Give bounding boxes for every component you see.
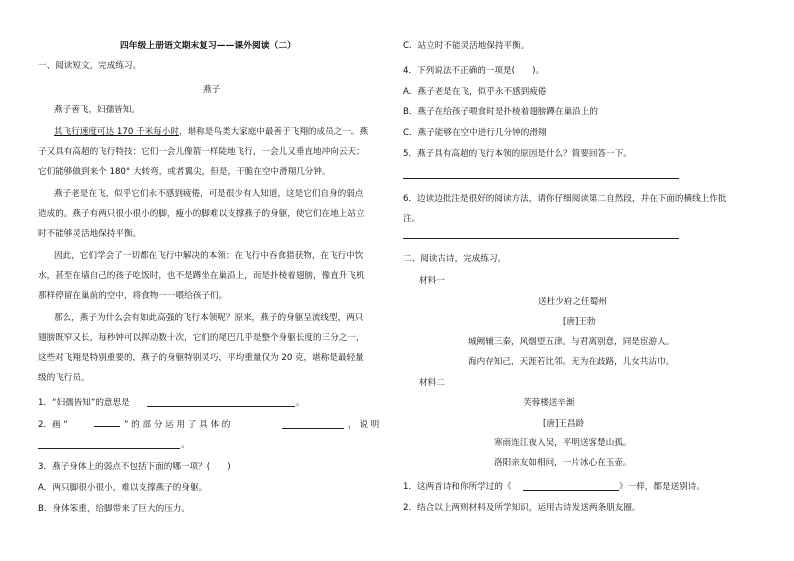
underlined-sentence: 其飞行速度可达 170 千米每小时 (54, 127, 179, 137)
q2-answer-line-1[interactable] (282, 428, 344, 429)
question-1: 1．“妇孺皆知”的意思是 (38, 398, 130, 408)
material-1-label: 材料一 (419, 276, 445, 286)
passage-p3-line2: 造成的。燕子有两只很小很小的脚，瘦小的脚难以支撑燕子的身躯，使它们在地上站立 (38, 209, 365, 219)
question-4: 4．下列说法不正确的一项是( )。 (403, 66, 545, 76)
poem-1-line2: 海内存知己，天涯若比邻。无为在歧路，儿女共沾巾。 (468, 357, 675, 367)
passage-p1: 燕子善飞，妇孺皆知。 (54, 105, 140, 115)
passage-title: 燕子 (203, 85, 221, 95)
q1-answer-line[interactable] (147, 406, 295, 407)
material-2-label: 材料二 (419, 378, 445, 388)
q2-answer-line-2[interactable] (38, 448, 180, 449)
section2-heading: 二、阅读古诗，完成练习。 (403, 254, 507, 264)
question-2-a: 2．画 “ (38, 420, 68, 430)
poem-1-title: 送杜少府之任蜀州 (538, 297, 607, 307)
question-6-line2: 注。 (403, 214, 421, 224)
passage-p3-line1: 燕子老是在飞，似乎它们永不感到疲倦，可是很少有人知道，这是它们自身的弱点 (54, 189, 364, 199)
poem-2-author: [唐]王昌龄 (543, 419, 585, 429)
poem-question-1-answer-line[interactable] (523, 490, 619, 491)
poem-question-1-a: 1．这两首诗和你所学过的《 (403, 482, 512, 492)
passage-p4-line3: 那样停留在巢前的空中，将食物一一喂给孩子们。 (38, 291, 228, 301)
poem-question-2: 2．结合以上两则材料及所学知识，运用古诗发送两条朋友圈。 (403, 503, 641, 513)
q6-answer-line[interactable] (403, 238, 679, 239)
passage-p5-line3: 这些对飞翔是特别重要的，燕子的身躯特别灵巧，平均重量仅为 20 克，堪称是最轻量 (38, 353, 364, 363)
doc-title: 四年级上册语文期末复习——课外阅读（二） (120, 41, 296, 51)
question-6-line1: 6．边读边批注是很好的阅读方法，请你仔细阅读第二自然段，并在下面的横线上作批 (403, 194, 727, 204)
question-3: 3．燕子身体上的弱点不包括下面的哪一项？( ) (38, 462, 231, 472)
passage-p5-line4: 级的飞行员。 (38, 373, 90, 383)
poem-2-line1: 寒雨连江夜入吴，平明送客楚山孤。 (494, 438, 632, 448)
passage-p5-line1: 那么，燕子为什么会有如此高强的飞行本领呢？原来，燕子的身躯呈流线型，两只 (54, 313, 364, 323)
poem-2-line2: 洛阳亲友如相问，一片冰心在玉壶。 (494, 458, 632, 468)
question-2-c: ， 说 明 (348, 420, 380, 430)
question-3-option-c[interactable]: C．站立时不能灵活地保持平衡。 (403, 41, 530, 51)
question-3-option-b[interactable]: B．身体笨重，给脚带来了巨大的压力。 (38, 504, 190, 514)
question-4-option-c[interactable]: C．燕子能够在空中进行几分钟的滑翔 (403, 128, 547, 138)
question-3-option-a[interactable]: A．两只脚很小很小，难以支撑燕子的身躯。 (38, 483, 208, 493)
passage-p2-line2: 子又具有高超的飞行特技：它们一会儿像箭一样陡地飞行，一会儿又垂直地冲向云天； (38, 147, 365, 157)
passage-p2-line3: 它们能够做到来个 180° 大转弯，或者翼尖，但是，干脆在空中滑翔几分钟。 (38, 167, 331, 177)
poem-1-author: [唐]王勃 (563, 317, 596, 327)
passage-p2-line1 (54, 126, 368, 138)
question-4-option-a[interactable]: A．燕子老是在飞，似乎永不感到疲倦 (403, 87, 547, 97)
q5-answer-line[interactable] (403, 178, 679, 179)
poem-1-line1: 城阙辅三秦，风烟望五津。与君离别意，同是宦游人。 (468, 337, 675, 347)
poem-2-title: 芙蓉楼送辛渐 (523, 398, 575, 408)
passage-p3-line3: 时不能够灵活地保持平衡。 (38, 229, 142, 239)
question-5: 5．燕子具有高超的飞行本领的原因是什么？简要回答一下。 (403, 149, 632, 159)
passage-p5-line2: 翅膀既窄又长，每秒钟可以挥动数十次，它们的尾巴几乎是整个身躯长度的三分之一， (38, 333, 365, 343)
question-2-b: ” 的 部 分 运 用 了 具 体 的 (124, 420, 231, 430)
passage-p4-line2: 水，甚至在墙自己的孩子吃饭时，也不是蹲坐在巢沿上，而是扑棱着翅膀，像直升飞机 (38, 271, 365, 281)
q2-mark-line (94, 426, 120, 427)
passage-p4-line1: 因此，它们学会了一切都在飞行中解决的本领：在飞行中吞食猎获物，在飞行中饮 (54, 251, 364, 261)
passage-p2-line1-rest: ，堪称是鸟类大家庭中最善于飞翔的成员之一。燕 (179, 127, 369, 137)
question-4-option-b[interactable]: B．燕子在给孩子喂食时是扑棱着翅膀蹲在巢沿上的 (403, 107, 598, 117)
question-1-end: 。 (296, 398, 305, 408)
poem-question-1-b: 》一样，都是送别诗。 (619, 482, 705, 492)
section1-heading: 一、阅读短文，完成练习。 (38, 61, 142, 71)
question-2-end: 。 (181, 440, 190, 450)
